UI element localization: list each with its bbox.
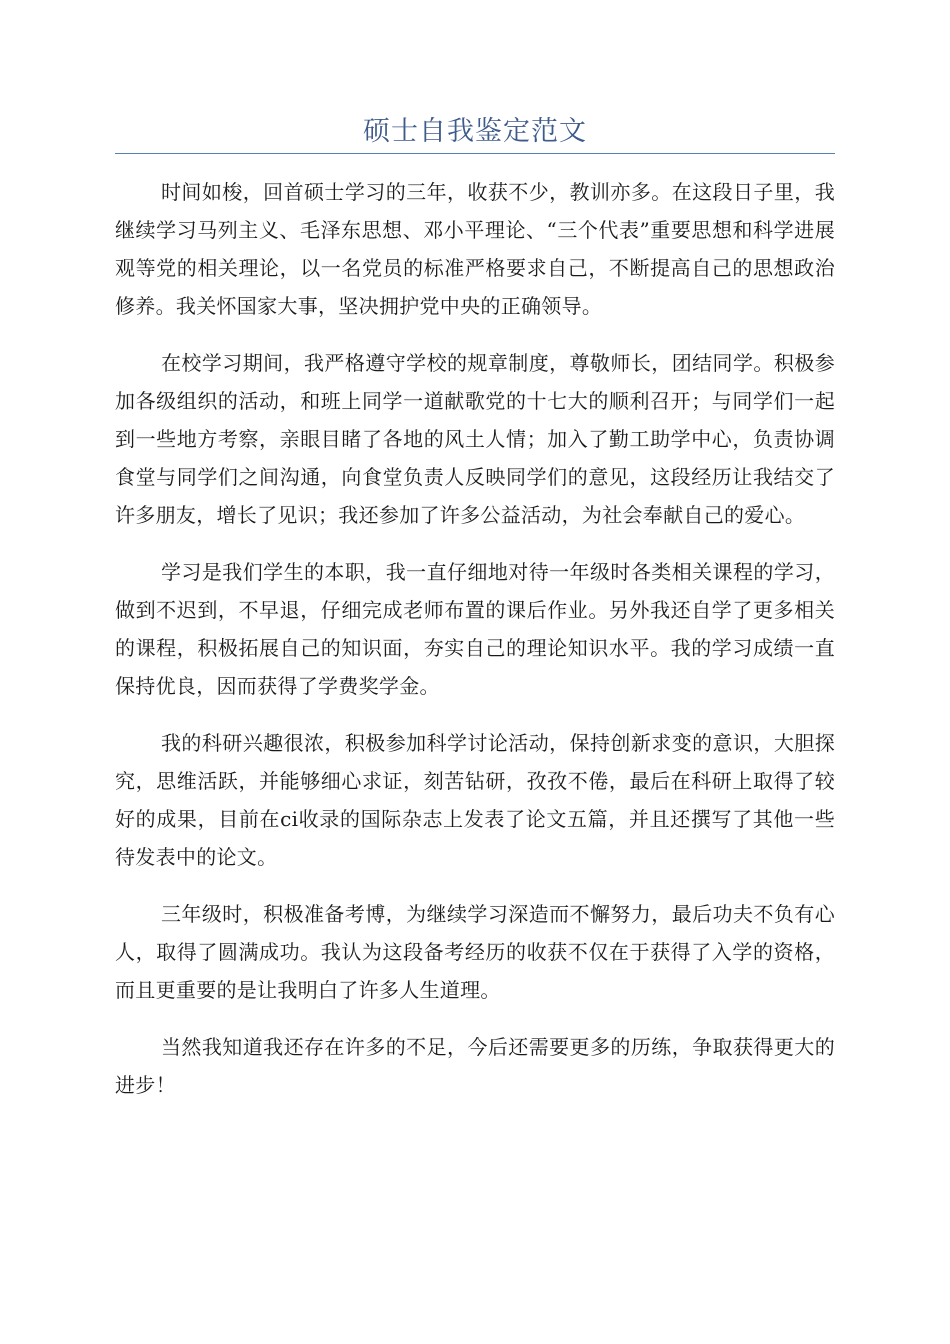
- paragraph-5: 三年级时，积极准备考博，为继续学习深造而不懈努力，最后功夫不负有心人，取得了圆满成功。我认为这段备考经历的收获不仅在于获得了入学的资格，而且更重要的是让我明白了许多人生道理。: [115, 902, 835, 1002]
- paragraph-1: 时间如梭，回首硕士学习的三年，收获不少，教训亦多。在这段日子里，我继续学习马列主义、毛泽东思想、邓小平理论、“三个代表”重要思想和科学进展观等党的相关理论，以一名党员的标准严格要求自己，不断提高自己的思想政治修养。我关怀国家大事，坚决拥护党中央的正确领导。: [115, 180, 835, 318]
- document-body: [115, 173, 835, 1123]
- paragraph-2: 在校学习期间，我严格遵守学校的规章制度，尊敬师长，团结同学。积极参加各级组织的活动，和班上同学一道献歌党的十七大的顺利召开；与同学们一起到一些地方考察，亲眼目睹了各地的风土人情；加入了勤工助学中心，负责协调食堂与同学们之间沟通，向食堂负责人反映同学们的意见，这段经历让我结交了许多朋友，增长了见识；我还参加了许多公益活动，为社会奉献自己的爱心。: [115, 351, 835, 527]
- title-underline: [115, 153, 835, 154]
- document-title: 硕士自我鉴定范文: [363, 116, 587, 147]
- paragraph-6: 当然我知道我还存在许多的不足，今后还需要更多的历练，争取获得更大的进步！: [115, 1035, 835, 1097]
- paragraph-4: 我的科研兴趣很浓，积极参加科学讨论活动，保持创新求变的意识，大胆探究，思维活跃，并能够细心求证，刻苦钻研，孜孜不倦，最后在科研上取得了较好的成果，目前在ci收录的国际杂志上发表了论文五篇，并且还撰写了其他一些待发表中的论文。: [115, 731, 835, 869]
- paragraph-3: 学习是我们学生的本职，我一直仔细地对待一年级时各类相关课程的学习，做到不迟到，不早退，仔细完成老师布置的课后作业。另外我还自学了更多相关的课程，积极拓展自己的知识面，夯实自己的理论知识水平。我的学习成绩一直保持优良，因而获得了学费奖学金。: [115, 560, 835, 698]
